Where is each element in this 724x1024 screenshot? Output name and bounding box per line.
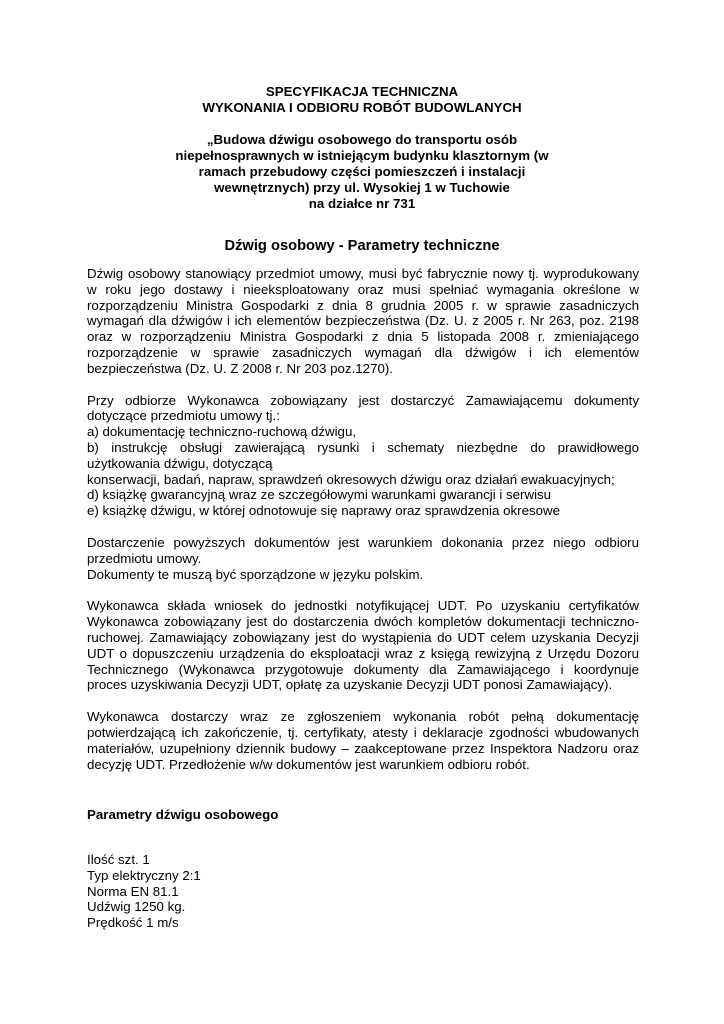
text-line: materiałów, uzupełniony dziennik budowy – zaakceptowane przez Inspektora Nadzoru oraz xyxy=(87,740,639,756)
text-line: Wykonawca składa wniosek do jednostki notyfikującej UDT. Po uzyskaniu certyfikatów xyxy=(87,598,639,614)
text-line: dotyczące przedmiotu umowy tj.: xyxy=(87,408,280,424)
text-line: Dokumenty te muszą być sporządzone w języku polskim. xyxy=(87,566,424,582)
doc-title-line-2: WYKONANIA I ODBIORU ROBÓT BUDOWLANYCH xyxy=(202,100,522,115)
paragraph-acceptance xyxy=(87,535,639,582)
text-line: konserwacji, badań, napraw, sprawdzeń okresowych dźwigu oraz działań ewakuacyjnych; xyxy=(87,471,615,487)
list-item: d) książkę gwarancyjną wraz ze szczegółowymi warunkami gwarancji i serwisu xyxy=(87,487,552,503)
project-title-line: „Budowa dźwigu osobowego do transportu osób xyxy=(206,132,518,147)
text-line: rozporządzenie w sprawie zasadniczych wymagań dla dźwigów i ich elementów xyxy=(87,344,639,360)
project-title-line: na działce nr 731 xyxy=(308,196,416,211)
project-title-line: ramach przebudowy części pomieszczeń i instalacji xyxy=(198,164,526,179)
param-item: Udźwig 1250 kg. xyxy=(87,899,186,915)
section-heading: Dźwig osobowy - Parametry techniczne xyxy=(224,238,500,254)
param-item: Norma EN 81.1 xyxy=(87,883,179,899)
list-item: e) książkę dźwigu, w której odnotowuje się naprawy oraz sprawdzenia okresowe xyxy=(87,503,561,519)
text-line: ruchowej. Zamawiający zobowiązany jest do wystąpienia do UDT celem uzyskania Decyzji xyxy=(87,629,639,645)
text-line: bezpieczeństwa (Dz. U. Z 2008 r. Nr 203 poz.1270). xyxy=(87,360,393,376)
body-text xyxy=(87,266,639,772)
text-line: oraz w rozporządzeniu Ministra Gospodarki z dnia 5 listopada 2008 r. zmieniającego xyxy=(87,329,639,345)
list-item: b) instrukcję obsługi zawierającą rysunki i schematy niezbędne do prawidłowego xyxy=(87,439,639,455)
paragraph-requirements xyxy=(87,266,639,377)
text-line: Wykonawca zobowiązany jest do dostarczenia dwóch kompletów dokumentacji techniczno- xyxy=(87,614,639,630)
text-line: przedmiotu umowy. xyxy=(87,550,202,566)
param-item: Ilość szt. 1 xyxy=(87,852,150,867)
doc-title-line-1: SPECYFIKACJA TECHNICZNA xyxy=(265,84,459,99)
text-line: Wykonawca dostarczy wraz ze zgłoszeniem wykonania robót pełną dokumentację xyxy=(87,709,639,725)
param-item: Typ elektryczny 2:1 xyxy=(87,867,201,883)
text-line: Dostarczenie powyższych dokumentów jest warunkiem dokonania przez niego odbioru xyxy=(87,534,639,550)
text-line: rozporządzeniu Ministra Gospodarki z dnia 8 grudnia 2005 r. w sprawie zasadniczych xyxy=(87,297,639,313)
paragraph-completion xyxy=(87,709,639,772)
list-item: a) dokumentację techniczno-ruchową dźwigu, xyxy=(87,424,357,440)
text-line: potwierdzającą ich zakończenie, tj. certyfikaty, atesty i deklaracje zgodności wbudowanych xyxy=(87,724,639,740)
text-line: decyzję UDT. Przedłożenie w/w dokumentów jest warunkiem odbioru robót. xyxy=(87,756,530,772)
project-title-line: wewnętrznych) przy ul. Wysokiej 1 w Tuchowie xyxy=(214,180,510,195)
text-line: w roku jego dostawy i nieeksploatowany oraz musi spełniać wymagania określone w xyxy=(87,281,639,297)
project-title-line: niepełnosprawnych w istniejącym budynku klasztornym (w xyxy=(175,148,549,163)
text-line: proces uzyskiwania Decyzji UDT, opłatę za uzyskanie Decyzji UDT ponosi Zamawiający). xyxy=(87,677,613,693)
text-line: Przy odbiorze Wykonawca zobowiązany jest dostarczyć Zamawiającemu dokumenty xyxy=(87,392,639,408)
text-line: użytkowania dźwigu, dotyczącą xyxy=(87,455,273,471)
text-line: Dźwig osobowy stanowiący przedmiot umowy, musi być fabrycznie nowy tj. wyprodukowany xyxy=(87,266,639,281)
text-line: Technicznego (Wykonawca przygotowuje dokumenty dla Zamawiającego i koordynuje xyxy=(87,661,639,677)
paragraph-udt xyxy=(87,598,639,693)
text-line: UDT o dopuszczeniu urządzenia do eksploatacji wraz z księgą rewizyjną z Urzędu Dozoru xyxy=(87,645,639,661)
title-block xyxy=(0,84,724,212)
params-list xyxy=(87,852,201,931)
params-heading: Parametry dźwigu osobowego xyxy=(87,807,279,822)
paragraph-documents xyxy=(87,393,639,519)
text-line: wymagań dla dźwigów i ich elementów bezpieczeństwa (Dz. U. z 2005 r. Nr 263, poz. 2198 xyxy=(87,313,639,329)
param-item: Prędkość 1 m/s xyxy=(87,915,179,931)
